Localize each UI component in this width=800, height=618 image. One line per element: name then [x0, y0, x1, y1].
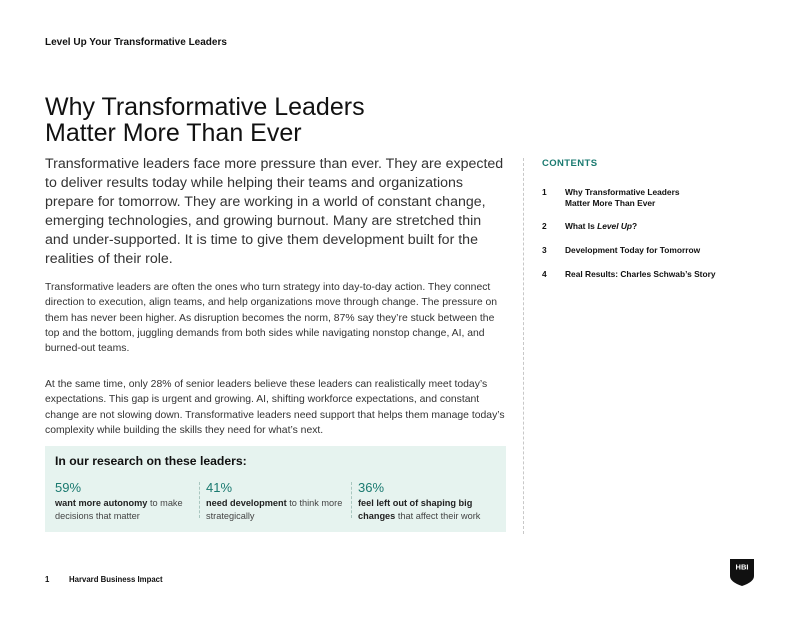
stat-description-bold: need development: [206, 498, 287, 508]
footer-brand: Harvard Business Impact: [69, 575, 163, 584]
stat-divider: [199, 482, 200, 518]
stat-description: [358, 497, 493, 522]
stat-description-rest: to think more strategically: [206, 498, 343, 521]
stat-description: [55, 497, 195, 522]
stat-description: [206, 497, 346, 522]
stat-left-out: [358, 480, 493, 522]
stat-description-rest: that affect their work: [395, 510, 481, 521]
toc-number: 4: [542, 269, 547, 279]
toc-label-pre: What Is: [565, 221, 598, 231]
hbi-shield-logo-icon: [730, 559, 754, 586]
toc-number: 3: [542, 245, 547, 255]
page-title-line-2: Matter More Than Ever: [45, 119, 302, 147]
logo-text: HBI: [735, 562, 749, 572]
page-title-line-1: Why Transformative Leaders: [45, 93, 365, 121]
stat-value: 41%: [206, 480, 233, 495]
toc-label[interactable]: [565, 221, 755, 232]
column-divider: [523, 158, 524, 534]
toc-label-line-2: Matter More Than Ever: [565, 198, 656, 208]
toc-label-post: ?: [632, 221, 638, 231]
stat-description-rest: to make decisions that matter: [55, 498, 183, 521]
stat-autonomy: [55, 480, 195, 522]
body-paragraph-1: Transformative leaders are often the ones who turn strategy into day-to-day action. They connect direction to execution, align teams, and help organizations move through change. The pressure on them has never been higher. As disruption becomes the norm, 87% say they’re stuck between the top and the bottom, juggling demands from both sides while navigating nonstop change, AI, and burned-out teams.: [45, 282, 498, 355]
stat-divider: [351, 482, 352, 518]
toc-number: 2: [542, 221, 547, 231]
toc-label-line-1: Why Transformative Leaders: [565, 187, 680, 197]
stat-description-bold: feel left out of shaping big changes: [358, 498, 473, 521]
research-stats-heading: In our research on these leaders:: [55, 454, 247, 468]
toc-number: 1: [542, 187, 547, 197]
toc-label-italic: Level Up: [597, 221, 633, 231]
toc-label[interactable]: Development Today for Tomorrow: [565, 245, 701, 255]
stat-value: 36%: [358, 480, 385, 495]
toc-label[interactable]: Real Results: Charles Schwab’s Story: [565, 269, 716, 279]
body-paragraph-2: At the same time, only 28% of senior leaders believe these leaders can realistically meet today’s expectations. This gap is urgent and growing. AI, shifting workforce expectations, and constant change are not slowing down. Transformative leaders need support that helps them manage today’s complexity while building the skills they need for what’s next.: [45, 379, 505, 436]
stat-value: 59%: [55, 480, 82, 495]
lead-paragraph: Transformative leaders face more pressure than ever. They are expected to deliver results today while helping their teams and organizations prepare for tomorrow. They are working in a world of constant change, emerging technologies, and growing burnout. Many are stretched thin and under-supported. It is time to give them development built for the realities of their role.: [45, 156, 504, 267]
contents-heading: CONTENTS: [542, 158, 598, 169]
stat-development: [206, 480, 346, 522]
running-header: Level Up Your Transformative Leaders: [45, 37, 227, 48]
page-title: [45, 94, 515, 146]
toc-label[interactable]: [565, 187, 755, 209]
research-stats-box: [45, 446, 506, 532]
stat-description-bold: want more autonomy: [55, 498, 148, 508]
page-number: 1: [45, 575, 50, 584]
